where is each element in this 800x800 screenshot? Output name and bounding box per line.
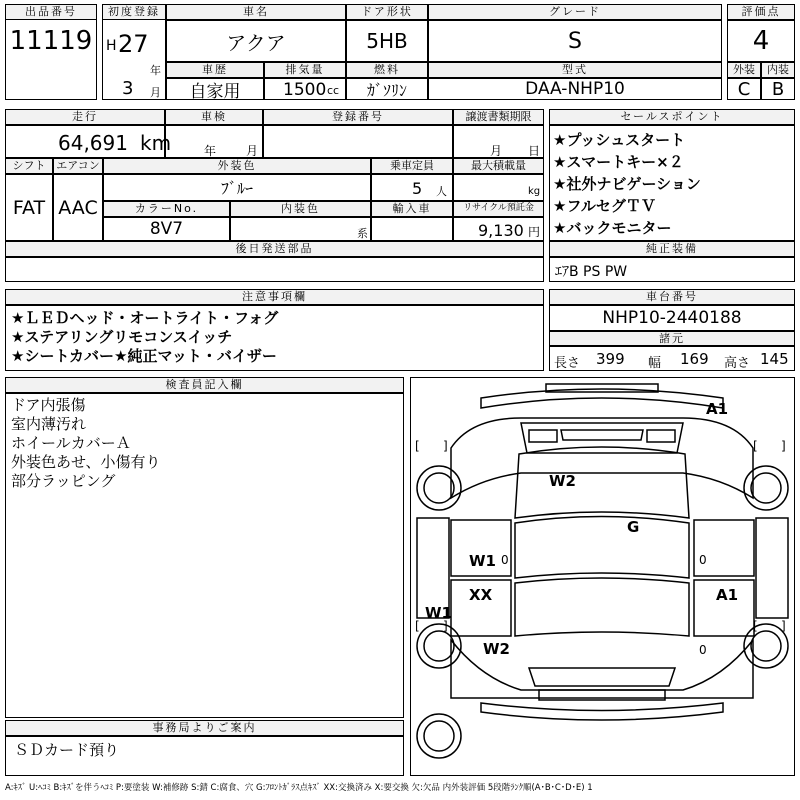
length-label: 長さ: [554, 356, 581, 371]
capacity: 5: [412, 179, 423, 198]
color-no-label: カラーNo.: [103, 201, 230, 217]
damage-mark: G: [627, 518, 640, 536]
fuel-label: 燃料: [346, 62, 428, 78]
capacity-unit: 人: [436, 185, 447, 198]
sales-label: セールスポイント: [549, 109, 795, 125]
import-cell: [371, 217, 453, 241]
int-color-label: 内装色: [230, 201, 371, 217]
damage-mark: W1: [469, 552, 496, 570]
chassis-label: 車台番号: [549, 289, 795, 305]
notes-cell: [5, 305, 544, 371]
first-reg-label: 初度登録: [102, 4, 166, 20]
exterior-label: 外装: [727, 62, 761, 78]
svg-text:[: [: [753, 439, 758, 453]
sales-point: ★社外ナビゲーション: [553, 175, 701, 193]
notes-label: 注意事項欄: [5, 289, 544, 305]
sales-point: ★バックモニター: [553, 219, 672, 237]
recycle-cell: [453, 217, 544, 241]
shift-label: シフト: [5, 158, 53, 174]
shift: FAT: [5, 174, 53, 241]
recycle: 9,130: [478, 221, 524, 240]
note-line: ★シートカバー★純正マット・バイザー: [11, 347, 277, 365]
car-name: アクア: [166, 20, 346, 62]
inspector-line: 外装色あせ、小傷有り: [11, 453, 161, 471]
history-label: 車歴: [166, 62, 264, 78]
later-parts-cell: [5, 257, 544, 282]
insp-month-unit: 月: [246, 144, 259, 158]
displacement-label: 排気量: [264, 62, 346, 78]
transfer-month-unit: 月: [490, 144, 503, 158]
legend: A:ｷｽﾞ U:ﾍｺﾐ B:ｷｽﾞを伴うﾍｺﾐ P:要塗装 W:補修跡 S:錆 C:腐食、穴 G:ﾌﾛﾝﾄｶﾞﾗｽ点ｷｽﾞ XX:交換済み X:要交換 欠:欠品 内外装評価 5段階ﾗﾝｸ順(A･B･C･D･E) 1: [5, 783, 593, 793]
reg-no-cell: [263, 125, 453, 158]
transfer-cell: [453, 125, 544, 158]
grade-label: グレード: [428, 4, 722, 20]
reg-month: 3: [122, 78, 134, 99]
car-diagram: [410, 377, 795, 776]
history: 自家用: [166, 78, 264, 100]
transfer-label: 譲渡書類期限: [453, 109, 544, 125]
note-line: ★ＬＥＤヘッド・オートライト・フォグ: [11, 309, 279, 327]
recycle-unit: 円: [528, 225, 541, 239]
damage-mark: W2: [549, 472, 576, 490]
inspector-line: 部分ラッピング: [11, 472, 116, 490]
insp-year-unit: 年: [204, 144, 217, 158]
mileage-label: 走行: [5, 109, 165, 125]
lot-label: 出品番号: [5, 4, 97, 20]
width: 169: [680, 350, 709, 368]
inspector-cell: [5, 393, 404, 718]
reg-year: 27: [118, 30, 149, 58]
displacement-cell: [264, 78, 346, 100]
damage-mark: W1: [425, 604, 452, 622]
office-cell: [5, 736, 404, 776]
damage-mark: 0: [699, 643, 707, 657]
damage-mark: 0: [699, 553, 707, 567]
equipment-cell: [549, 257, 795, 282]
damage-mark: A1: [706, 400, 729, 418]
ac: AAC: [53, 174, 103, 241]
mileage-cell: [5, 125, 172, 158]
car-name-label: 車名: [166, 4, 346, 20]
office-note: ＳＤカード預り: [14, 741, 120, 759]
equipment-label: 純正装備: [549, 241, 795, 257]
equipment: ｴｱB PS PW: [555, 264, 628, 280]
reg-month-unit: 月: [150, 86, 161, 99]
sales-point: ★プッシュスタート: [553, 131, 686, 149]
width-label: 幅: [648, 356, 662, 371]
lot-number: 11119: [9, 26, 93, 56]
height-label: 高さ: [724, 356, 751, 371]
svg-text:]: ]: [781, 439, 786, 453]
damage-mark: 0: [501, 553, 509, 567]
ext-color-label: 外装色: [103, 158, 371, 174]
svg-text:]: ]: [781, 619, 786, 633]
inspector-label: 検査員記入欄: [5, 377, 404, 393]
interior-label: 内装: [761, 62, 795, 78]
recycle-label: リサイクル預託金: [453, 201, 544, 217]
dims-cell: [549, 346, 795, 371]
mileage: 64,691: [58, 131, 128, 155]
era: H: [106, 38, 117, 54]
chassis-no: NHP10-2440188: [549, 305, 795, 331]
door-type: 5HB: [346, 20, 428, 62]
sales-points: [549, 125, 795, 241]
height: 145: [760, 350, 789, 368]
displacement-unit: cc: [327, 84, 340, 97]
damage-mark: W2: [483, 640, 510, 658]
inspection-label: 車検: [165, 109, 263, 125]
inspector-line: ドア内張傷: [11, 396, 86, 414]
dims-label: 諸元: [549, 331, 795, 346]
capacity-label: 乗車定員: [371, 158, 453, 174]
svg-text:[: [: [415, 439, 420, 453]
svg-text:[: [: [753, 619, 758, 633]
inspection-cell: [165, 125, 263, 158]
sales-point: ★スマートキー×２: [553, 153, 684, 171]
ac-label: エアコン: [53, 158, 103, 174]
damage-mark: XX: [469, 586, 493, 604]
exterior-grade: C: [727, 78, 761, 100]
mileage-unit: km: [140, 131, 172, 155]
int-color-unit: 系: [357, 227, 368, 240]
interior-grade: B: [761, 78, 795, 100]
capacity-cell: [371, 174, 453, 201]
displacement: 1500: [283, 80, 327, 100]
import-label: 輸入車: [371, 201, 453, 217]
inspector-line: ホイールカバーＡ: [11, 434, 131, 452]
max-load-unit: kg: [528, 186, 541, 197]
int-color-cell: [230, 217, 371, 241]
sales-point: ★フルセグＴＶ: [553, 197, 656, 215]
model: DAA-NHP10: [428, 78, 722, 100]
color-no: 8V7: [103, 217, 230, 241]
car-diagram-svg: [411, 378, 794, 775]
reg-year-unit: 年: [150, 64, 161, 77]
length: 399: [596, 350, 625, 368]
grade: S: [428, 20, 722, 62]
score: 4: [727, 20, 795, 62]
note-line: ★ステアリングリモコンスイッチ: [11, 328, 233, 346]
svg-text:]: ]: [443, 619, 448, 633]
reg-no-label: 登録番号: [263, 109, 453, 125]
office-label: 事務局よりご案内: [5, 720, 404, 736]
svg-text:]: ]: [443, 439, 448, 453]
damage-mark: A1: [716, 586, 739, 604]
fuel: ｶﾞｿﾘﾝ: [346, 78, 428, 100]
max-load-cell: [453, 174, 544, 201]
door-label: ドア形状: [346, 4, 428, 20]
transfer-day-unit: 日: [528, 144, 541, 158]
max-load-label: 最大積載量: [453, 158, 544, 174]
later-parts-label: 後日発送部品: [5, 241, 544, 257]
score-label: 評価点: [727, 4, 795, 20]
ext-color: ﾌﾞﾙｰ: [103, 174, 371, 201]
inspector-line: 室内薄汚れ: [11, 415, 87, 433]
model-label: 型式: [428, 62, 722, 78]
svg-text:[: [: [415, 619, 420, 633]
